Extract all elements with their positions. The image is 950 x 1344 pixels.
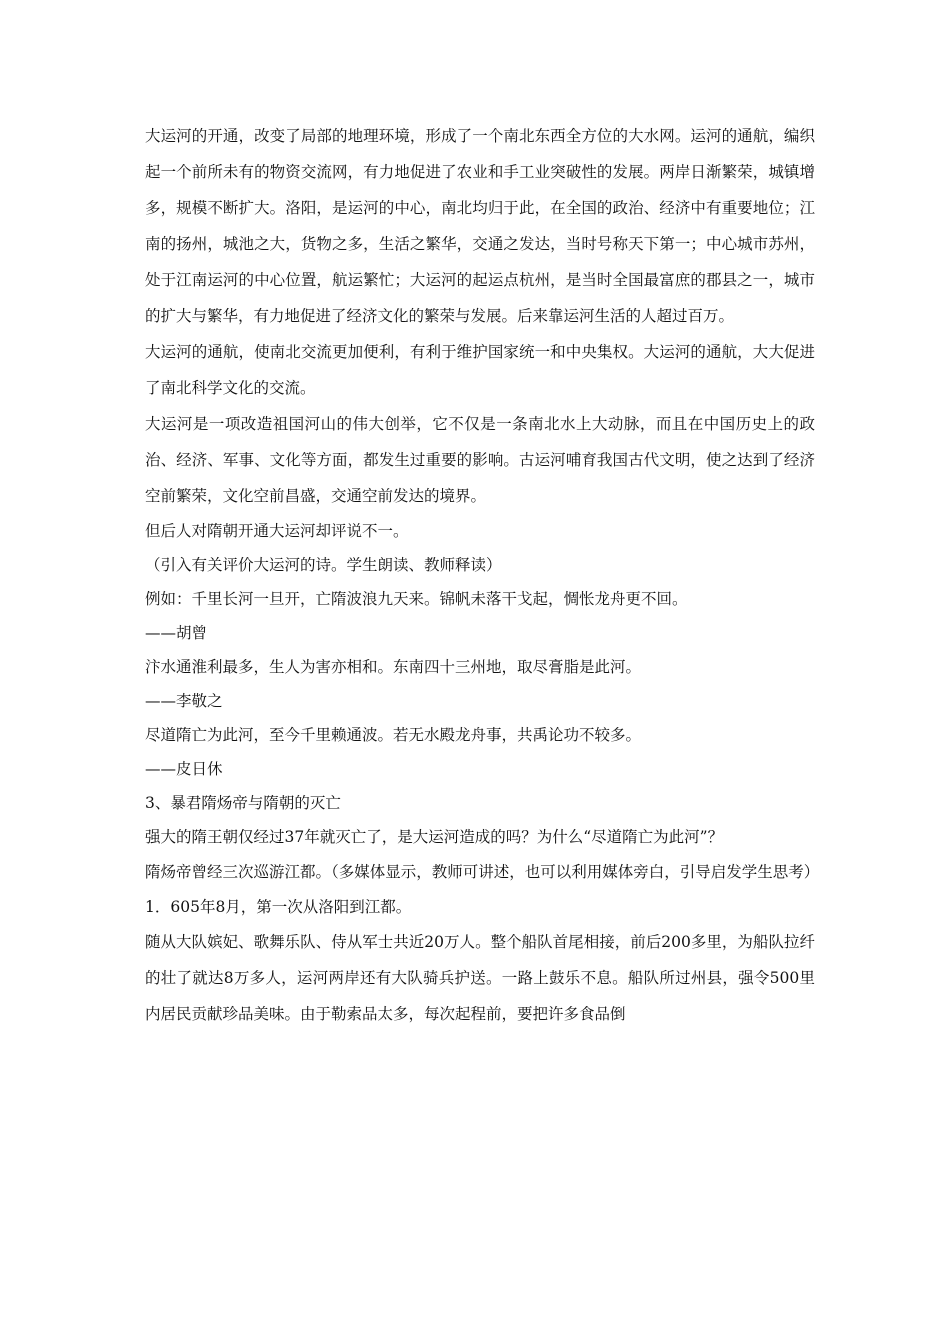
list-item-first-tour: 1．605年8月，第一次从洛阳到江都。 (145, 898, 412, 916)
paragraph-tours: 隋炀帝曾经三次巡游江都。（多媒体显示，教师可讲述，也可以利用媒体旁白，引导启发学生思考） (145, 863, 820, 881)
poem-hu-zeng: 例如：千里长河一旦开，亡隋波浪九天来。锦帆未落干戈起，惆怅龙舟更不回。 (145, 590, 688, 608)
paragraph-tour-details: 随从大队嫔妃、歌舞乐队、侍从军士共近20万人。整个船队首尾相接，前后200多里，为船队拉纤的壮了就达8万多人，运河两岸还有大队骑兵护送。一路上鼓乐不息。船队所过州县，强令500里内居民贡献珍品美味。由于勒索品太多，每次起程前，要把许多食品倒 (145, 933, 815, 1023)
paragraph-question: 强大的隋王朝仅经过37年就灭亡了，是大运河造成的吗？为什么“尽道隋亡为此河”？ (145, 828, 724, 846)
poem-author-hu-zeng: ——胡曾 (145, 624, 208, 642)
paragraph-evaluation-intro: 但后人对隋朝开通大运河却评说不一。 (145, 522, 409, 540)
poem-author-li-jingzhi: ——李敬之 (145, 692, 223, 710)
section-heading: 3、暴君隋炀帝与隋朝的灭亡 (145, 794, 341, 812)
paragraph-canal-unity: 大运河的通航，使南北交流更加便利，有利于维护国家统一和中央集权。大运河的通航，大大促进了南北科学文化的交流。 (145, 343, 815, 397)
paragraph-canal-impact: 大运河的开通，改变了局部的地理环境，形成了一个南北东西全方位的大水网。运河的通航，编织起一个前所未有的物资交流网，有力地促进了农业和手工业突破性的发展。两岸日渐繁荣，城镇增多，规模不断扩大。洛阳，是运河的中心，南北均归于此，在全国的政治、经济中有重要地位；江南的扬州，城池之大，货物之多，生活之繁华，交通之发达，当时号称天下第一；中心城市苏州，处于江南运河的中心位置，航运繁忙；大运河的起运点杭州，是当时全国最富庶的郡县之一，城市的扩大与繁华，有力地促进了经济文化的繁荣与发展。后来靠运河生活的人超过百万。 (145, 127, 815, 325)
paragraph-poem-note: （引入有关评价大运河的诗。学生朗读、教师释读） (145, 556, 502, 574)
poem-author-pi-rixiu: ——皮日休 (145, 760, 223, 778)
document-body (145, 118, 820, 1032)
poem-pi-rixiu: 尽道隋亡为此河，至今千里赖通波。若无水殿龙舟事，共禹论功不较多。 (145, 726, 642, 744)
paragraph-canal-significance: 大运河是一项改造祖国河山的伟大创举，它不仅是一条南北水上大动脉，而且在中国历史上的政治、经济、军事、文化等方面，都发生过重要的影响。古运河哺育我国古代文明，使之达到了经济空前繁荣，文化空前昌盛，交通空前发达的境界。 (145, 415, 815, 505)
poem-li-jingzhi: 汴水通淮利最多，生人为害亦相和。东南四十三州地，取尽膏脂是此河。 (145, 658, 642, 676)
